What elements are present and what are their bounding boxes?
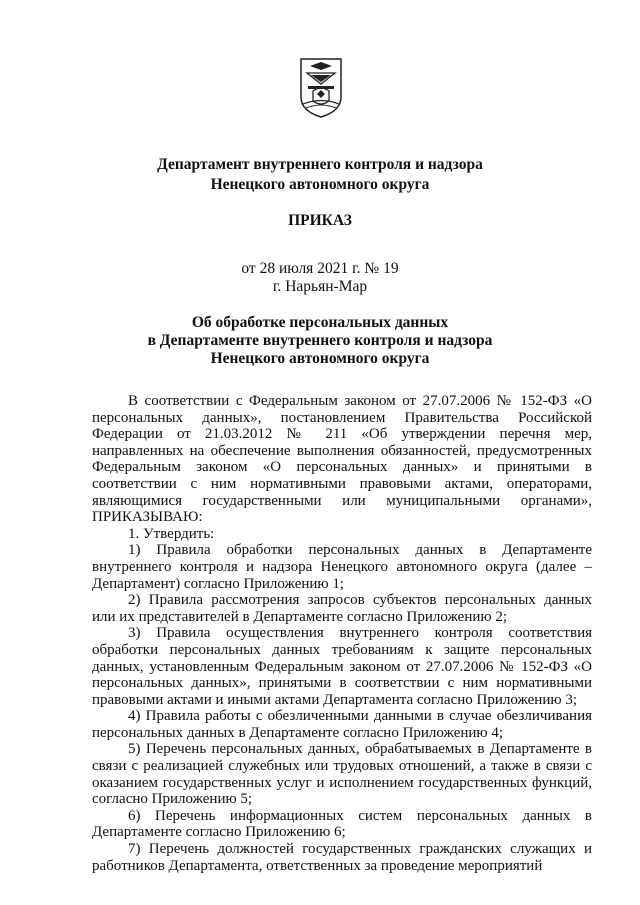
subitem-3: 3) Правила осуществления внутреннего контроля соответствия обработки персональных данных требованиям к защите персональных данных, установленным Федеральным законом от 27.07.2006 № 152-ФЗ «О персональных данных», принятыми в соответствии с ним нормативными правовыми актами и иными актами Департамента согласно Приложению 3; [92,625,592,708]
subitem-2: 2) Правила рассмотрения запросов субъектов персональных данных или их представителей в Департаменте согласно Приложению 2; [92,592,592,625]
order-item-1: 1. Утвердить: [128,525,215,542]
document-title-line2: в Департаменте внутреннего контроля и надзора [147,332,493,349]
subitem-5: 5) Перечень персональных данных, обрабатываемых в Департаменте в связи с реализацией служебных или трудовых отношений, а также в связи с оказанием государственных услуг и исполнением государственных функций, согласно Приложению 5; [92,741,592,808]
subitem-4: 4) Правила работы с обезличенными данными в случае обезличивания персональных данных в Департаменте согласно Приложению 4; [92,708,592,741]
document-city: г. Нарьян-Мар [272,278,368,295]
document-date-number: от 28 июля 2021 г. № 19 [241,260,399,277]
document-title-line3: Ненецкого автономного округа [210,350,430,367]
subitem-7: 7) Перечень должностей государственных гражданских служащих и работников Департамента, ответственных за проведение мероприятий [92,841,592,874]
coat-of-arms-emblem [298,57,344,119]
subitem-6: 6) Перечень информационных систем персональных данных в Департаменте согласно Приложению 6; [92,807,592,841]
preamble-paragraph: В соответствии с Федеральным законом от 27.07.2006 № 152-ФЗ «О персональных данных», постановлением Правительства Российской Федерации от 21.03.2012 № 211 «Об утверждении перечня мер, направленных на обеспечение выполнения обязанностей, предусмотренных Федеральным законом «О персональных данных» и принятыми в соответствии с ним нормативными правовыми актами, операторами, являющимися государственными или муниципальными органами», ПРИКАЗЫВАЮ: [92,393,592,526]
document-body [92,393,592,874]
organization-name-line2: Ненецкого автономного округа [210,176,430,193]
organization-name-line1: Департамент внутреннего контроля и надзора [157,156,483,173]
document-type: ПРИКАЗ [288,212,352,229]
subitem-1: 1) Правила обработки персональных данных в Департаменте внутреннего контроля и надзора Ненецкого автономного округа (далее – Департамент) согласно Приложению 1; [92,542,592,592]
document-title-line1: Об обработке персональных данных [191,314,449,331]
